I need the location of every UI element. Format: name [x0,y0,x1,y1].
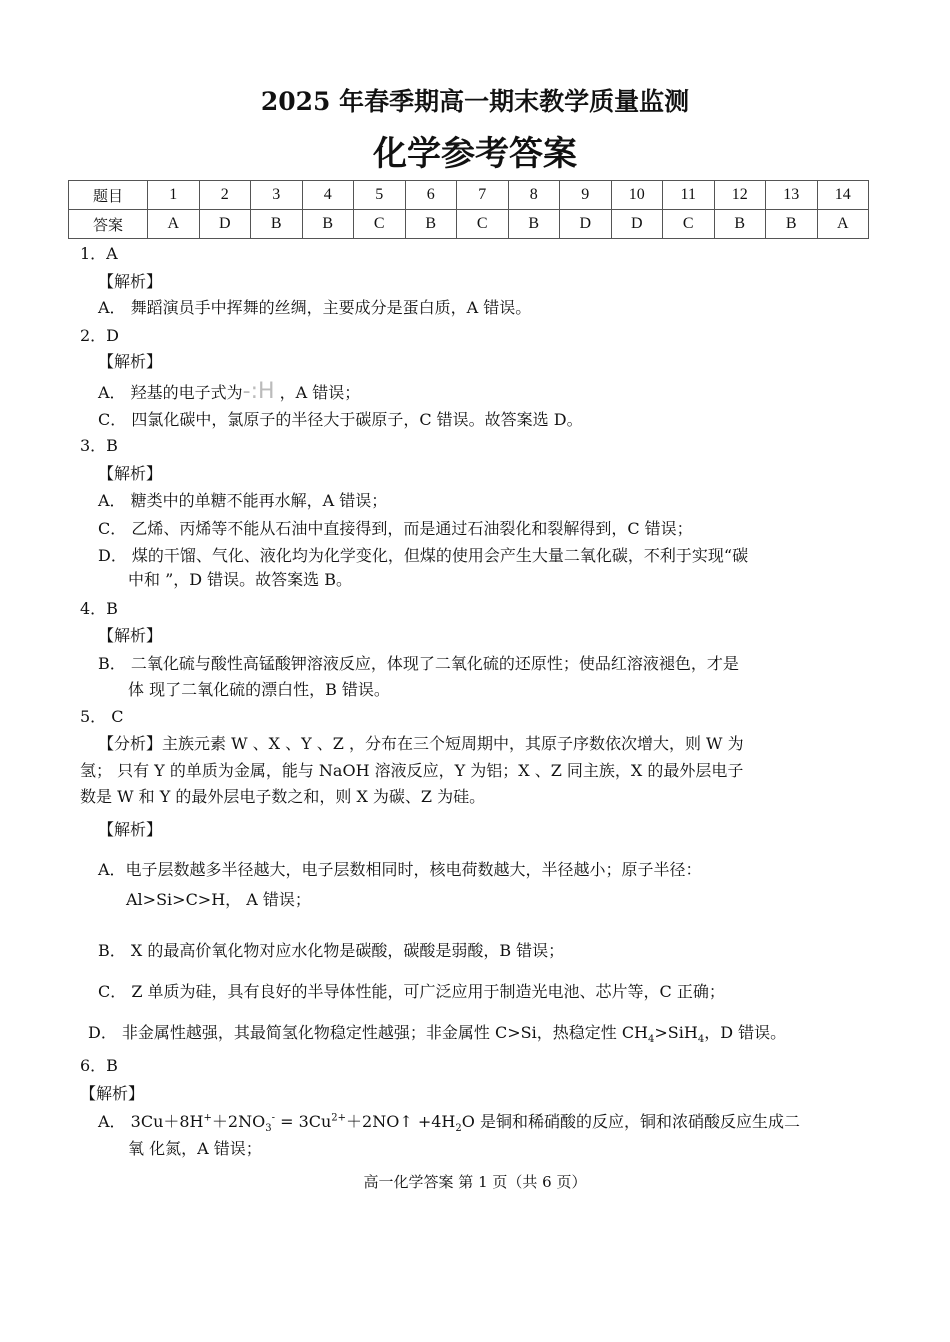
question-number-cell: 2 [199,181,251,210]
question-row [69,181,869,210]
q3-option-c: C． 乙烯、丙烯等不能从石油中直接得到，而是通过石油裂化和裂解得到，C 错误； [98,519,693,538]
q5-option-d-mid: >SiH [654,1023,698,1042]
equation-part: ＋2NO [211,1112,266,1131]
hydroxyl-electron-formula: -:H [242,379,275,404]
q5-analysis-line1: 【分析】主族元素 W 、X 、Y 、Z ，分布在三个短周期中，其原子序数依次增大，则 W 为 [98,734,744,753]
q5-analysis-line3: 数是 W 和 Y 的最外层电子数之和，则 X 为碳、Z 为硅。 [80,787,486,806]
question-number-cell: 10 [611,181,663,210]
question-number-cell: 8 [508,181,560,210]
q4-option-b-line2: 体 现了二氧化硫的漂白性，B 错误。 [128,680,390,699]
answer-row-label: 答案 [69,210,148,239]
answer-key-title: 化学参考答案 [373,134,577,174]
equation-part: ＋2NO↑ +4H [346,1112,456,1131]
q4-heading: 4．B [80,599,118,618]
subscript: 3 [265,1123,272,1135]
q5-option-a-line1: A．电子层数越多半径越大，电子层数相同时，核电荷数越大，半径越小；原子半径： [98,860,702,879]
question-number-cell: 9 [560,181,612,210]
q1-option-a: A． 舞蹈演员手中挥舞的丝绸，主要成分是蛋白质，A 错误。 [98,298,532,317]
q6-heading: 6．B [80,1056,118,1075]
question-number-cell: 5 [354,181,406,210]
q2-option-a-end: ，A 错误； [274,383,361,402]
answer-row [69,210,869,239]
answer-cell: A [817,210,869,239]
subscript: 2 [455,1123,462,1135]
answer-cell: D [199,210,251,239]
superscript: - [271,1112,275,1124]
q6-option-a-line2: 氧 化氮，A 错误； [128,1139,262,1158]
q2-option-a [98,379,361,404]
q1-heading: 1．A [80,244,118,263]
q5-option-b: B． X 的最高价氧化物对应水化物是碳酸，碳酸是弱酸，B 错误； [98,941,565,960]
answer-cell: B [251,210,303,239]
page-footer: 高一化学答案 第 1 页（共 6 页） [363,1173,587,1191]
answer-cell: C [663,210,715,239]
question-number-cell: 6 [405,181,457,210]
q5-option-c: C． Z 单质为硅，具有良好的半导体性能，可广泛应用于制造光电池、芯片等，C 正确； [98,982,725,1001]
q3-jiexi: 【解析】 [98,464,163,483]
question-number-cell: 1 [148,181,200,210]
subscript: 4 [648,1034,655,1046]
equation-part: = 3Cu [274,1112,332,1131]
q6-jiexi: 【解析】 [80,1084,145,1103]
q2-option-c: C． 四氯化碳中，氯原子的半径大于碳原子，C 错误。故答案选 D。 [98,410,583,429]
q2-jiexi: 【解析】 [98,352,163,371]
q5-analysis-line2: 氢； 只有 Y 的单质为金属，能与 NaOH 溶液反应，Y 为铝；X 、Z 同主族，X 的最外层电子 [80,761,744,780]
answer-cell: B [714,210,766,239]
answer-cell: B [766,210,818,239]
answer-cell: B [508,210,560,239]
equation-part: A． 3Cu＋8H [98,1112,204,1131]
q6-option-a-line1 [98,1112,800,1135]
answer-cell: A [148,210,200,239]
question-number-cell: 3 [251,181,303,210]
q2-heading: 2．D [80,326,120,345]
answer-cell: B [405,210,457,239]
question-number-cell: 12 [714,181,766,210]
question-number-cell: 7 [457,181,509,210]
answer-cell: D [560,210,612,239]
subscript: 4 [697,1034,705,1046]
q3-option-a: A． 糖类中的单糖不能再水解，A 错误； [98,491,388,510]
q5-option-d-text: D． 非金属性越强，其最简氢化物稳定性越强；非金属性 C>Si，热稳定性 CH [88,1023,649,1042]
q3-heading: 3．B [80,436,118,455]
question-number-cell: 13 [766,181,818,210]
exam-title: 2025 年春季期高一期末教学质量监测 [260,87,690,116]
question-number-cell: 11 [663,181,715,210]
q5-option-d [88,1023,787,1046]
answer-cell: C [457,210,509,239]
q5-option-a-line2: Al>Si>C>H， A 错误； [126,890,311,909]
answer-cell: B [302,210,354,239]
question-number-cell: 4 [302,181,354,210]
q3-option-d-line1: D． 煤的干馏、气化、液化均为化学变化，但煤的使用会产生大量二氧化碳，不利于实现“碳 [98,546,749,565]
q4-jiexi: 【解析】 [98,626,163,645]
superscript: 2+ [331,1112,347,1124]
answer-cell: D [611,210,663,239]
q1-jiexi: 【解析】 [98,272,163,291]
question-row-label: 题目 [69,181,148,210]
q5-option-d-end: ，D 错误。 [704,1023,787,1042]
q4-option-b-line1: B． 二氧化硫与酸性高锰酸钾溶液反应，体现了二氧化硫的还原性；使品红溶液褪色，才是 [98,654,739,673]
q2-option-a-text: A． 羟基的电子式为 [98,383,243,402]
answer-cell: C [354,210,406,239]
q5-heading: 5． C [80,707,124,726]
answer-table [68,180,869,239]
q5-jiexi: 【解析】 [98,820,163,839]
question-number-cell: 14 [817,181,869,210]
equation-part: O 是铜和稀硝酸的反应，铜和浓硝酸反应生成二 [461,1112,800,1131]
superscript: + [203,1112,212,1124]
q3-option-d-line2: 中和 ”，D 错误。故答案选 B。 [128,570,353,589]
